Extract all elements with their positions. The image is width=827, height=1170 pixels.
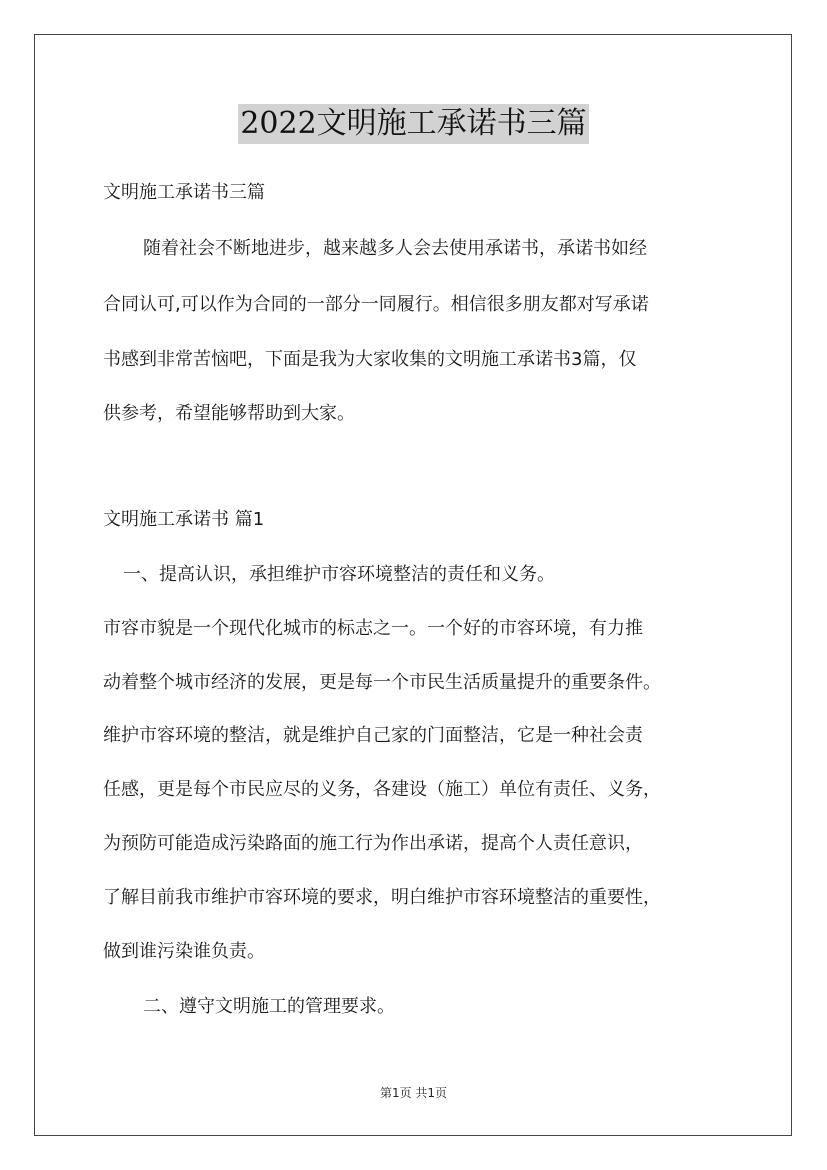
intro-line-3: 书感到非常苦恼吧，下面是我为大家收集的文明施工承诺书3篇，仅 xyxy=(103,349,637,370)
intro-line-1: 随着社会不断地进步，越来越多人会去使用承诺书，承诺书如经 xyxy=(143,238,647,259)
subtitle: 文明施工承诺书三篇 xyxy=(103,182,265,203)
document-title: 2022文明施工承诺书三篇 xyxy=(238,104,588,144)
body-line-2: 动着整个城市经济的发展，更是每一个市民生活质量提升的重要条件。 xyxy=(103,672,661,693)
body-line-1: 市容市貌是一个现代化城市的标志之一。一个好的市容环境，有力推 xyxy=(103,618,643,639)
section-heading: 文明施工承诺书 篇1 xyxy=(103,509,265,530)
intro-line-2: 合同认可,可以作为合同的一部分一同履行。相信很多朋友都对写承诺 xyxy=(103,294,649,315)
body-line-6: 了解目前我市维护市容环境的要求，明白维护市容环境整洁的重要性， xyxy=(103,887,661,908)
body-line-4: 任感，更是每个市民应尽的义务，各建设（施工）单位有责任、义务， xyxy=(103,779,661,800)
body-line-3: 维护市容环境的整洁，就是维护自己家的门面整洁，它是一种社会责 xyxy=(103,725,643,746)
point-2-heading: 二、遵守文明施工的管理要求。 xyxy=(143,996,395,1017)
intro-line-4: 供参考，希望能够帮助到大家。 xyxy=(103,403,355,424)
title-container xyxy=(0,104,827,144)
point-1-heading: 一、提高认识，承担维护市容环境整洁的责任和义务。 xyxy=(123,564,555,585)
body-line-7: 做到谁污染谁负责。 xyxy=(103,941,265,962)
body-line-5: 为预防可能造成污染路面的施工行为作出承诺，提高个人责任意识， xyxy=(103,833,643,854)
page-footer: 第1页 共1页 xyxy=(379,1086,448,1100)
